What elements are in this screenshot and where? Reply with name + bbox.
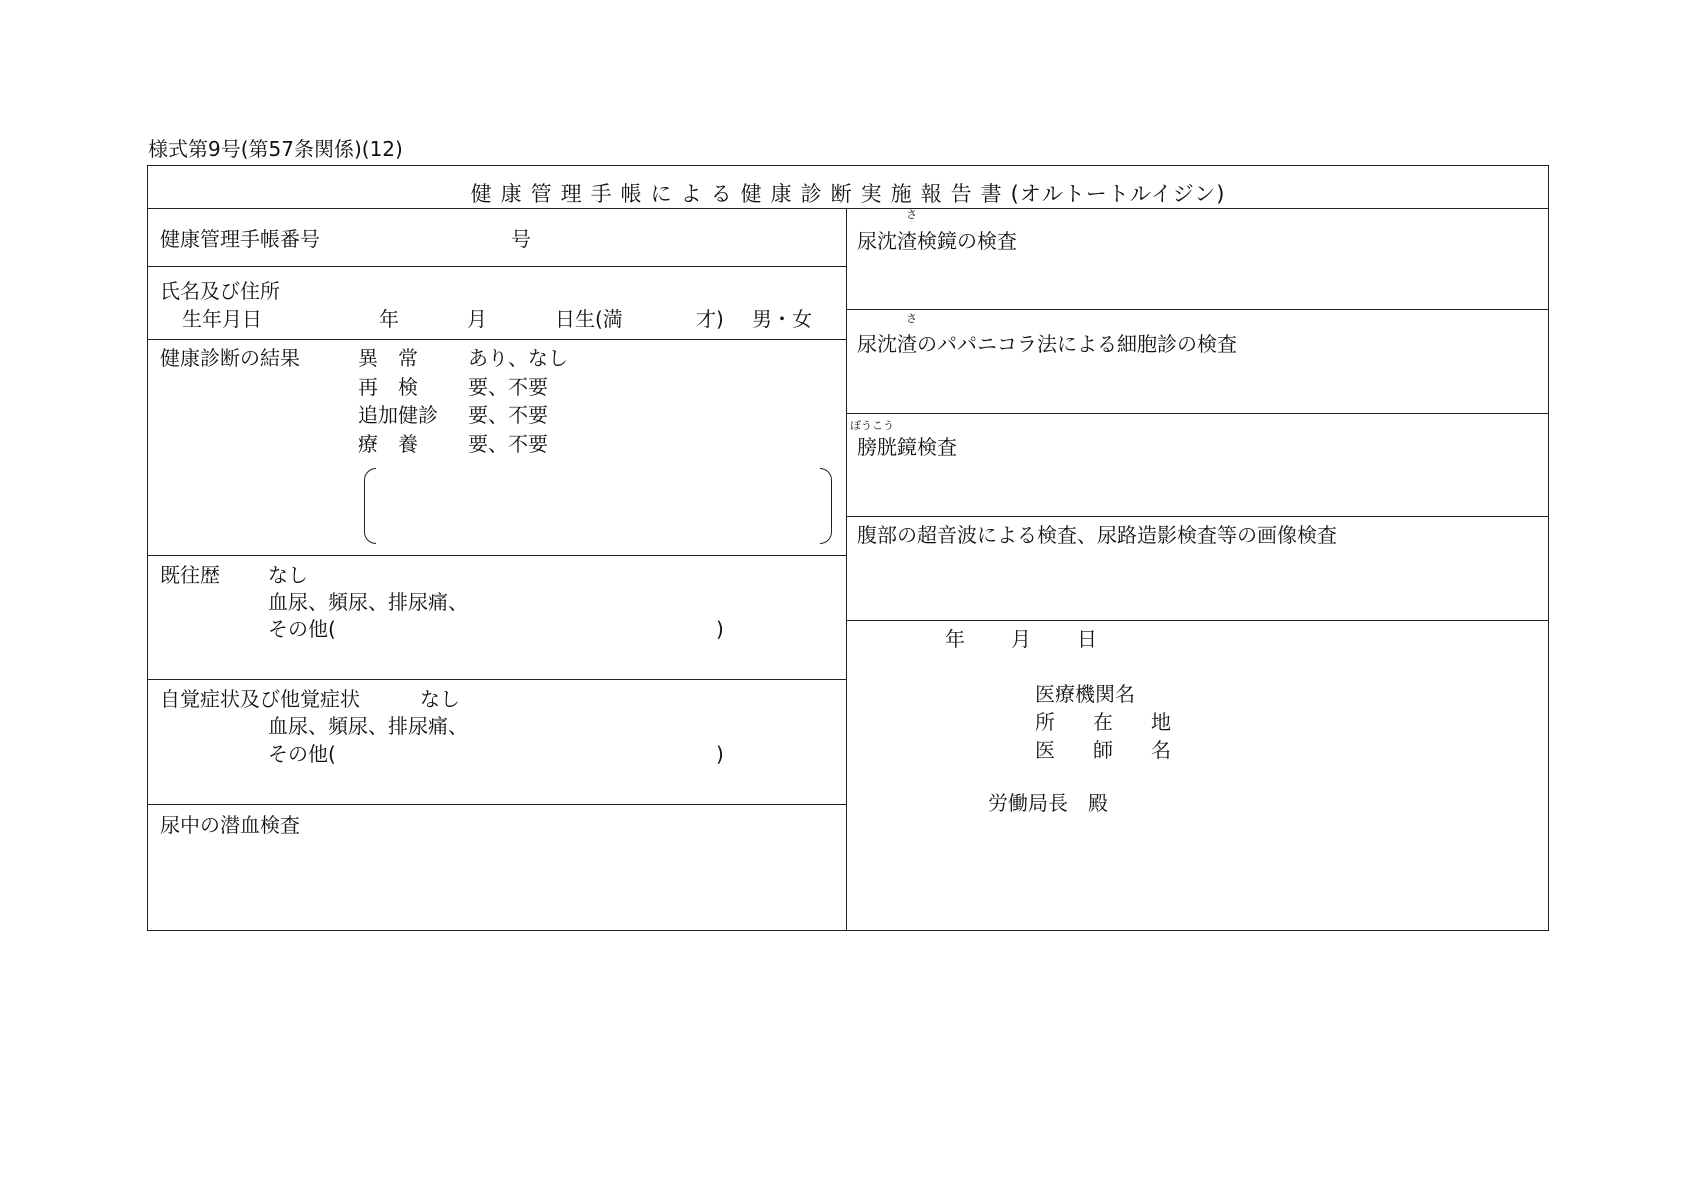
symptoms-none: なし <box>420 687 460 711</box>
symptoms-other: その他( <box>268 742 336 766</box>
date-month-unit: 月 <box>1011 627 1031 651</box>
sex-options: 男・女 <box>752 307 812 331</box>
date-day-unit: 日 <box>1077 627 1097 651</box>
result-row-label: 異 常 <box>358 346 418 370</box>
history-symptoms: 血尿、頻尿、排尿痛、 <box>268 590 468 614</box>
left-bracket <box>364 468 376 544</box>
result-label: 健康診断の結果 <box>160 346 300 370</box>
form-title-suffix: (オルトートルイジン) <box>1010 182 1226 206</box>
cystoscopy-exam-label: 膀胱鏡検査 <box>857 435 957 459</box>
row-divider <box>147 804 846 805</box>
row-divider <box>846 620 1549 621</box>
row-divider <box>147 266 846 267</box>
result-row-label: 再 検 <box>358 375 418 399</box>
result-row-label: 療 養 <box>358 432 418 456</box>
result-row-value: 要、不要 <box>468 375 548 399</box>
history-other: その他( <box>268 617 336 641</box>
handbook-number-label: 健康管理手帳番号 <box>160 227 320 251</box>
name-address-label: 氏名及び住所 <box>160 279 280 303</box>
history-other-close: ) <box>716 617 724 641</box>
birth-month-unit: 月 <box>467 307 487 331</box>
right-bracket <box>820 468 832 544</box>
sediment-ruby: さ <box>906 208 917 221</box>
history-label: 既往歴 <box>160 563 220 587</box>
papanicolaou-ruby: さ <box>906 312 917 325</box>
report-form-frame <box>147 165 1549 931</box>
symptoms-label: 自覚症状及び他覚症状 <box>160 687 360 711</box>
handbook-number-suffix: 号 <box>511 227 531 251</box>
column-divider <box>846 208 847 931</box>
result-row-value: 要、不要 <box>468 403 548 427</box>
age-unit: 才) <box>696 307 724 331</box>
title-divider <box>147 208 1549 209</box>
row-divider <box>147 555 846 556</box>
form-title-text: 健康管理手帳による健康診断実施報告書 <box>470 182 1011 206</box>
location-label: 所在地 <box>1035 710 1209 734</box>
form-title <box>147 178 1549 208</box>
form-number: 様式第9号(第57条関係)(12) <box>148 137 403 161</box>
row-divider <box>846 516 1549 517</box>
occult-blood-label: 尿中の潜血検査 <box>160 813 300 837</box>
institution-label: 医療機関名 <box>1035 682 1135 706</box>
symptoms-other-close: ) <box>716 742 724 766</box>
birth-date-label: 生年月日 <box>182 307 262 331</box>
symptoms-list: 血尿、頻尿、排尿痛、 <box>268 714 468 738</box>
birth-year-unit: 年 <box>379 307 399 331</box>
date-year-unit: 年 <box>945 627 965 651</box>
result-row-value: あり、なし <box>468 346 568 370</box>
imaging-exam-label: 腹部の超音波による検査、尿路造影検査等の画像検査 <box>857 523 1337 547</box>
history-none: なし <box>268 563 308 587</box>
doctor-label: 医師名 <box>1035 738 1209 762</box>
papanicolaou-exam-label: 尿沈渣のパパニコラ法による細胞診の検査 <box>857 332 1237 356</box>
cystoscopy-ruby: ぼうこう <box>850 419 894 432</box>
addressee: 労働局長 殿 <box>988 791 1108 815</box>
sediment-exam-label: 尿沈渣検鏡の検査 <box>857 229 1017 253</box>
row-divider <box>846 413 1549 414</box>
row-divider <box>147 339 846 340</box>
result-row-value: 要、不要 <box>468 432 548 456</box>
birth-day-unit: 日生(満 <box>555 307 623 331</box>
result-row-label: 追加健診 <box>358 403 438 427</box>
row-divider <box>147 679 846 680</box>
row-divider <box>846 309 1549 310</box>
